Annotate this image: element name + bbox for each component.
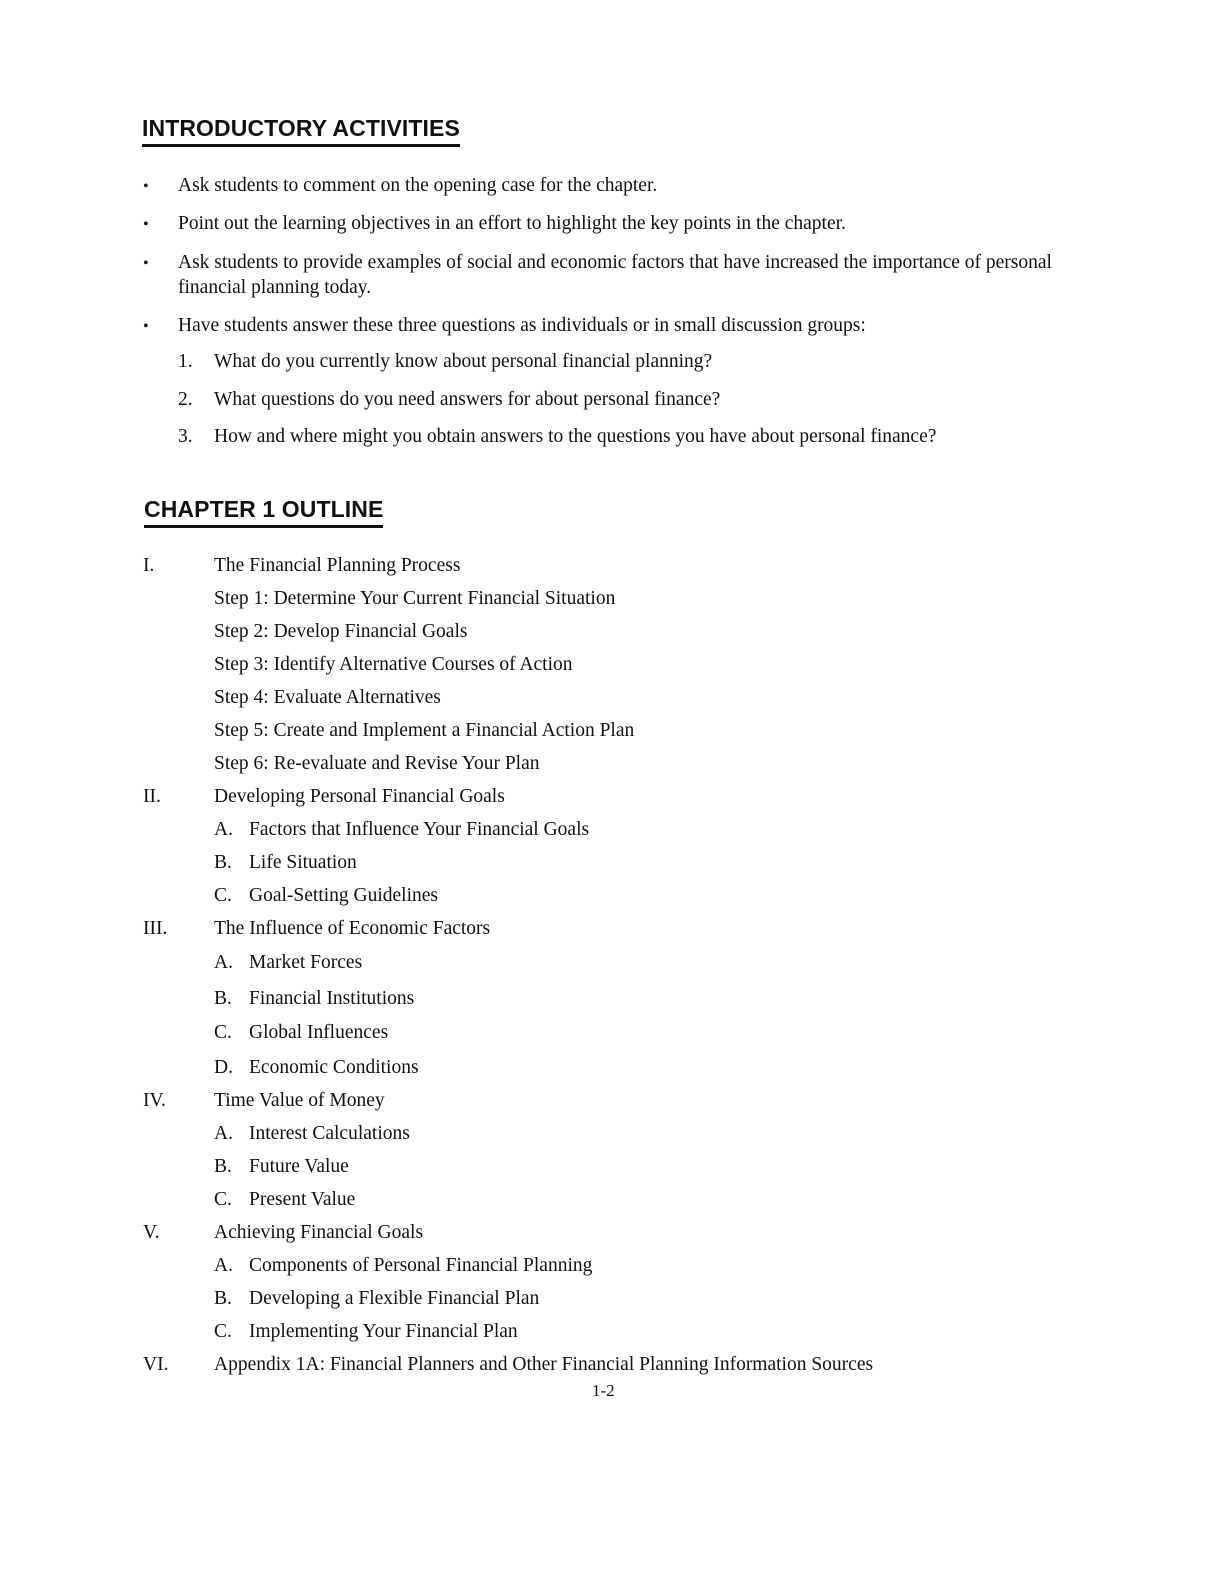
item-text: Present Value [249,1189,356,1210]
item-letter: B. [214,988,232,1009]
section-numeral: III. [143,918,168,939]
item-letter: C. [214,1189,232,1210]
item-letter: B. [214,1156,232,1177]
question-number: 3. [178,426,193,447]
bullet-icon: • [143,178,149,195]
bullet-icon: • [143,318,149,335]
item-text: Life Situation [249,852,357,873]
item-text: Implementing Your Financial Plan [249,1321,518,1342]
outline-heading: CHAPTER 1 OUTLINE [144,496,383,528]
outline-step: Step 6: Re-evaluate and Revise Your Plan [214,753,540,774]
section-title: Time Value of Money [214,1090,385,1111]
section-numeral: I. [143,555,155,576]
item-letter: A. [214,1123,233,1144]
item-text: Future Value [249,1156,349,1177]
item-letter: A. [214,952,233,973]
item-letter: C. [214,1022,232,1043]
section-numeral: VI. [143,1354,169,1375]
section-numeral: IV. [143,1090,166,1111]
intro-bullet-1: Ask students to comment on the opening case for the chapter. [178,175,658,196]
question-text: What questions do you need answers for about personal finance? [214,389,721,410]
section-title: The Influence of Economic Factors [214,918,491,939]
item-letter: B. [214,852,232,873]
question-number: 2. [178,389,193,410]
outline-step: Step 2: Develop Financial Goals [214,621,468,642]
outline-step: Step 4: Evaluate Alternatives [214,687,441,708]
outline-step: Step 1: Determine Your Current Financial Situation [214,588,616,609]
intro-heading: INTRODUCTORY ACTIVITIES [142,115,460,147]
item-letter: C. [214,885,232,906]
item-letter: A. [214,1255,233,1276]
item-letter: B. [214,1288,232,1309]
section-numeral: II. [143,786,161,807]
bullet-icon: • [143,216,149,233]
section-title: Achieving Financial Goals [214,1222,424,1243]
item-text: Components of Personal Financial Planning [249,1255,593,1276]
intro-bullet-2: Point out the learning objectives in an effort to highlight the key points in the chapter. [178,213,846,234]
intro-bullet-3: Ask students to provide examples of social and economic factors that have increased the importance of personal financial planning today. [178,252,1052,298]
item-text: Financial Institutions [249,988,415,1009]
item-letter: C. [214,1321,232,1342]
section-title: Developing Personal Financial Goals [214,786,505,807]
section-numeral: V. [143,1222,160,1243]
bullet-icon: • [143,255,149,272]
item-text: Economic Conditions [249,1057,419,1078]
item-text: Developing a Flexible Financial Plan [249,1288,540,1309]
item-text: Global Influences [249,1022,389,1043]
question-text: How and where might you obtain answers to the questions you have about personal finance? [214,426,937,447]
outline-step: Step 3: Identify Alternative Courses of Action [214,654,573,675]
question-number: 1. [178,351,193,372]
section-title: The Financial Planning Process [214,555,461,576]
intro-bullet-4: Have students answer these three questions as individuals or in small discussion groups: [178,315,866,336]
item-text: Goal-Setting Guidelines [249,885,439,906]
item-text: Market Forces [249,952,363,973]
page-number: 1-2 [592,1381,615,1400]
question-text: What do you currently know about personal financial planning? [214,351,713,372]
item-letter: D. [214,1057,233,1078]
item-text: Interest Calculations [249,1123,410,1144]
outline-step: Step 5: Create and Implement a Financial Action Plan [214,720,635,741]
item-text: Factors that Influence Your Financial Goals [249,819,590,840]
item-letter: A. [214,819,233,840]
section-title: Appendix 1A: Financial Planners and Other Financial Planning Information Sources [214,1354,874,1375]
